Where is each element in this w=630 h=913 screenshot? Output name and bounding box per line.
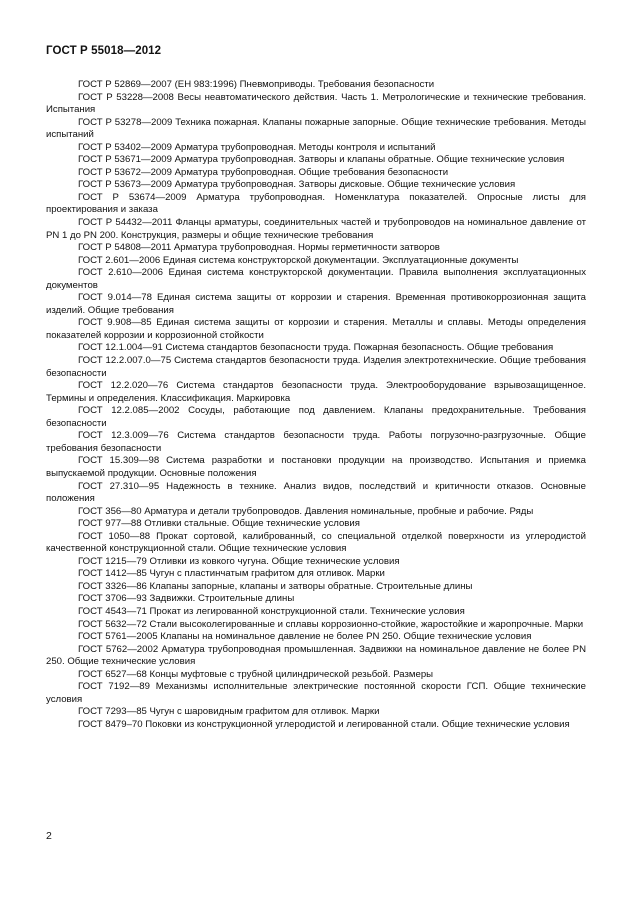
reference-item: ГОСТ 2.610—2006 Единая система конструкторской документации. Правила выполнения эксплуатационных документов	[46, 267, 586, 291]
reference-item: ГОСТ Р 54808—2011 Арматура трубопроводная. Нормы герметичности затворов	[78, 242, 440, 254]
reference-item: ГОСТ Р 53674—2009 Арматура трубопроводная. Номенклатура показателей. Опросные листы для проектирования и заказа	[46, 191, 586, 216]
reference-item: ГОСТ 1215—79 Отливки из ковкого чугуна. Общие технические условия	[78, 555, 400, 567]
reference-item: ГОСТ 12.3.009—76 Система стандартов безопасности труда. Работы погрузочно-разгрузочные. Общие требования безопасности	[46, 430, 586, 454]
reference-item: ГОСТ 9.014—78 Единая система защиты от коррозии и старения. Временная противокоррозионная защита изделий. Общие требования	[46, 292, 586, 316]
reference-item: ГОСТ 7293—85 Чугун с шаровидным графитом для отливок. Марки	[78, 706, 380, 718]
page-number: 2	[46, 830, 52, 842]
reference-item: ГОСТ 6527—68 Концы муфтовые с трубной цилиндрической резьбой. Размеры	[78, 668, 434, 680]
reference-item: ГОСТ 5761—2005 Клапаны на номинальное давление не более PN 250. Общие технические условия	[78, 631, 532, 643]
reference-item: ГОСТ 356—80 Арматура и детали трубопроводов. Давления номинальные, пробные и рабочие. Ряды	[78, 505, 534, 517]
reference-item: ГОСТ 12.1.004—91 Система стандартов безопасности труда. Пожарная безопасность. Общие требования	[78, 342, 554, 354]
reference-item: ГОСТ 977—88 Отливки стальные. Общие технические условия	[78, 518, 360, 530]
reference-item: ГОСТ Р 53672—2009 Арматура трубопроводная. Общие требования безопасности	[78, 166, 449, 178]
document-header: ГОСТ Р 55018—2012	[46, 45, 162, 57]
reference-item: ГОСТ Р 53278—2009 Техника пожарная. Клапаны пожарные запорные. Общие технические требования. Методы испытаний	[46, 116, 586, 141]
reference-item: ГОСТ 8479–70 Поковки из конструкционной углеродистой и легированной стали. Общие технические условия	[78, 718, 570, 730]
reference-item: ГОСТ 9.908—85 Единая система защиты от коррозии и старения. Металлы и сплавы. Методы определения показателей коррозии и коррозионной стойкости	[46, 317, 586, 341]
reference-item: ГОСТ 15.309—98 Система разработки и постановки продукции на производство. Испытания и приемка выпускаемой продукции. Основные положения	[46, 455, 586, 479]
reference-item: ГОСТ 3326—86 Клапаны запорные, клапаны и затворы обратные. Строительные длины	[78, 580, 473, 592]
reference-item: ГОСТ Р 54432—2011 Фланцы арматуры, соединительных частей и трубопроводов на номинальное давление от PN 1 до PN 200. Конструкция, размеры и общие технические требования	[46, 217, 586, 241]
reference-item: ГОСТ 7192—89 Механизмы исполнительные электрические постоянной скорости ГСП. Общие технические условия	[46, 681, 586, 705]
reference-item: ГОСТ 1050—88 Прокат сортовой, калиброванный, со специальной отделкой поверхности из углеродистой качественной конструкционной стали. Общие технические условия	[46, 530, 586, 555]
reference-item: ГОСТ 1412—85 Чугун с пластинчатым графитом для отливок. Марки	[78, 568, 385, 580]
reference-item: ГОСТ 4543—71 Прокат из легированной конструкционной стали. Технические условия	[78, 605, 465, 617]
reference-item: ГОСТ 12.2.085—2002 Сосуды, работающие под давлением. Клапаны предохранительные. Требования безопасности	[46, 405, 586, 429]
reference-item: ГОСТ 12.2.007.0—75 Система стандартов безопасности труда. Изделия электротехнические. Общие требования безопасности	[46, 355, 586, 379]
reference-item: ГОСТ Р 52869—2007 (ЕН 983:1996) Пневмоприводы. Требования безопасности	[78, 79, 435, 90]
reference-item: ГОСТ 5762—2002 Арматура трубопроводная промышленная. Задвижки на номинальное давление не более PN 250. Общие технические условия	[46, 643, 586, 668]
reference-item: ГОСТ Р 53228—2008 Весы неавтоматического действия. Часть 1. Метрологические и технические требования. Испытания	[46, 91, 586, 116]
reference-item: ГОСТ 27.310—95 Надежность в технике. Анализ видов, последствий и критичности отказов. Основные положения	[46, 480, 586, 505]
reference-item: ГОСТ Р 53673—2009 Арматура трубопроводная. Затворы дисковые. Общие технические условия	[78, 179, 516, 191]
reference-item: ГОСТ 2.601—2006 Единая система конструкторской документации. Эксплуатационные документы	[78, 254, 519, 266]
reference-item: ГОСТ Р 53402—2009 Арматура трубопроводная. Методы контроля и испытаний	[78, 141, 436, 153]
reference-item: ГОСТ Р 53671—2009 Арматура трубопроводная. Затворы и клапаны обратные. Общие технические условия	[78, 154, 565, 166]
reference-item: ГОСТ 5632—72 Стали высоколегированные и сплавы коррозионно-стойкие, жаростойкие и жаропрочные. Марки	[78, 618, 584, 630]
reference-item: ГОСТ 3706—93 Задвижки. Строительные длины	[78, 593, 295, 605]
reference-item: ГОСТ 12.2.020—76 Система стандартов безопасности труда. Электрооборудование взрывозащищенное. Термины и определения. Классификация. Маркировка	[46, 380, 586, 404]
references-list	[46, 79, 586, 731]
